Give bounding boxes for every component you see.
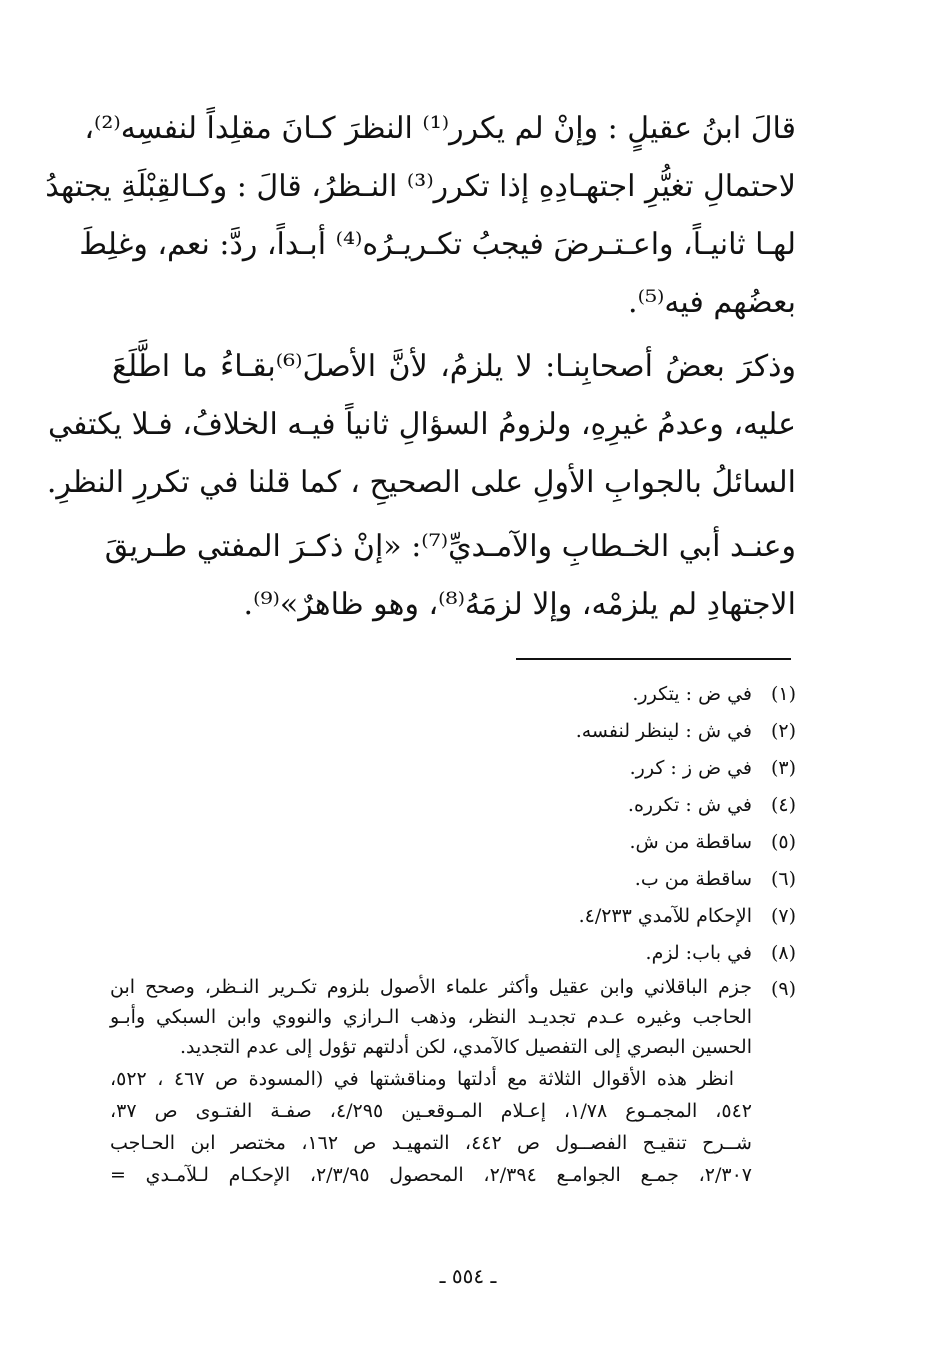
footnote-line: ٢/٣٠٧، جمـع الجوامـع ٢/٣٩٤، المحصول ٢/٣/٩٥، الإحكـام لـلآمـدي = — [110, 1164, 752, 1186]
footnote-text: في باب: لزم. — [645, 942, 752, 964]
footnote-text: في ش : تكرره. — [627, 794, 752, 816]
paragraph-line: قالَ ابنُ عقيلٍ : وإنْ لم يكرر⁽¹⁾ النظرَ كـانَ مقلِداً لنفسِه⁽²⁾، — [84, 111, 796, 146]
footnote-text: ساقطة من ب. — [634, 868, 752, 890]
footnote-4 — [110, 787, 796, 824]
paragraph-1 — [45, 100, 796, 332]
footnote-line: شــرح تنقيـح الفصــول ص ٤٤٢، التمهيـد ص ١٦٢، مختصر ابن الحـاجب — [110, 1132, 752, 1154]
paragraph-line: بعضُهم فيه⁽⁵⁾. — [628, 285, 796, 320]
footnote-7 — [110, 898, 796, 935]
footnote-separator — [516, 658, 791, 660]
footnote-8 — [110, 935, 796, 972]
paragraph-line: وعنـد أبي الخـطابِ والآمـديِّ⁽⁷⁾: «إنْ ذكـرَ المفتي طـريقَ — [104, 529, 796, 564]
footnote-number: (٦) — [770, 868, 796, 890]
footnote-line: انظر هذه الأقوال الثلاثة مع أدلتها ومناقشتها في (المسودة ص ٤٦٧ ، ٥٢٢، — [110, 1068, 734, 1090]
footnote-number: (٢) — [770, 720, 796, 742]
footnotes-list — [110, 676, 796, 972]
footnote-9-body — [110, 972, 752, 1190]
paragraph-2 — [46, 338, 796, 512]
footnote-number: (٧) — [770, 905, 796, 927]
footnote-number: (٤) — [770, 794, 796, 816]
footnote-number: (٨) — [770, 942, 796, 964]
paragraph-line: لهـا ثانيـاً، واعـتـرضَ فيجبُ تكـريـرُه⁽⁴⁾ أبـداً، ردَّ: نعم، وغلِطَ — [79, 227, 796, 262]
footnote-text: في ش : لينظر لنفسه. — [575, 720, 752, 742]
footnote-text: ساقطة من ش. — [629, 831, 752, 853]
footnote-line: ٥٤٢، المجمـوع ١/٧٨، إعـلام المـوقعـين ٤/٢٩٥، صفـة الفتـوى ص ٣٧، — [110, 1100, 753, 1122]
page-number: ـ ٥٥٤ ـ — [439, 1264, 497, 1288]
paragraph-line: عليه، وعدمُ غيرِهِ، ولزومُ السؤالِ ثانياً فيـه الخلافُ، فـلا يكتفي — [48, 407, 796, 442]
paragraph-3 — [104, 518, 796, 634]
footnote-text: في ض ز : كرر. — [629, 757, 752, 779]
paragraph-line: الاجتهادِ لم يلزمْه، وإلا لزمَهُ⁽⁸⁾، وهو ظاهرٌ»⁽⁹⁾. — [243, 587, 796, 622]
footnote-line: الحسين البصري إلى التفصيل كالآمدي، لكن أدلتهم تؤول إلى عدم التجديد. — [179, 1036, 752, 1058]
paragraph-line: وذكرَ بعضُ أصحابِنـا: لا يلزمُ، لأنَّ الأصلَ⁽⁶⁾بقـاءُ ما اطَّلَعَ — [112, 349, 796, 384]
footnote-text: الإحكام للآمدي ٤/٢٣٣. — [578, 905, 752, 927]
footnote-3 — [110, 750, 796, 787]
footnote-5 — [110, 824, 796, 861]
footnote-6 — [110, 861, 796, 898]
footnote-number: (٩) — [770, 978, 796, 1000]
footnote-number: (٥) — [770, 831, 796, 853]
footnote-line: جزم الباقلاني وابن عقيل وأكثر علماء الأصول بلزوم تكـرير النـظر، وصحح ابن — [110, 976, 752, 998]
footnote-text: في ض : يتكرر. — [632, 683, 752, 705]
paragraph-line: لاحتمالِ تغيُّرِ اجتهـادِهِ إذا تكرر⁽³⁾ النـظرُ، قالَ : وكـالقِبْلَةِ يجتهدُ — [45, 169, 796, 204]
footnote-line: الحاجب وغيره عـدم تجديـد النظر، وذهب الـرازي والنووي وابن السبكي وأبـو — [110, 1006, 752, 1028]
footnote-2 — [110, 713, 796, 750]
footnote-number: (١) — [770, 683, 796, 705]
footnote-1 — [110, 676, 796, 713]
footnote-number: (٣) — [770, 757, 796, 779]
paragraph-line: السائلُ بالجوابِ الأولِ على الصحيحِ ، كما قلنا في تكررِ النظرِ. — [46, 465, 796, 500]
